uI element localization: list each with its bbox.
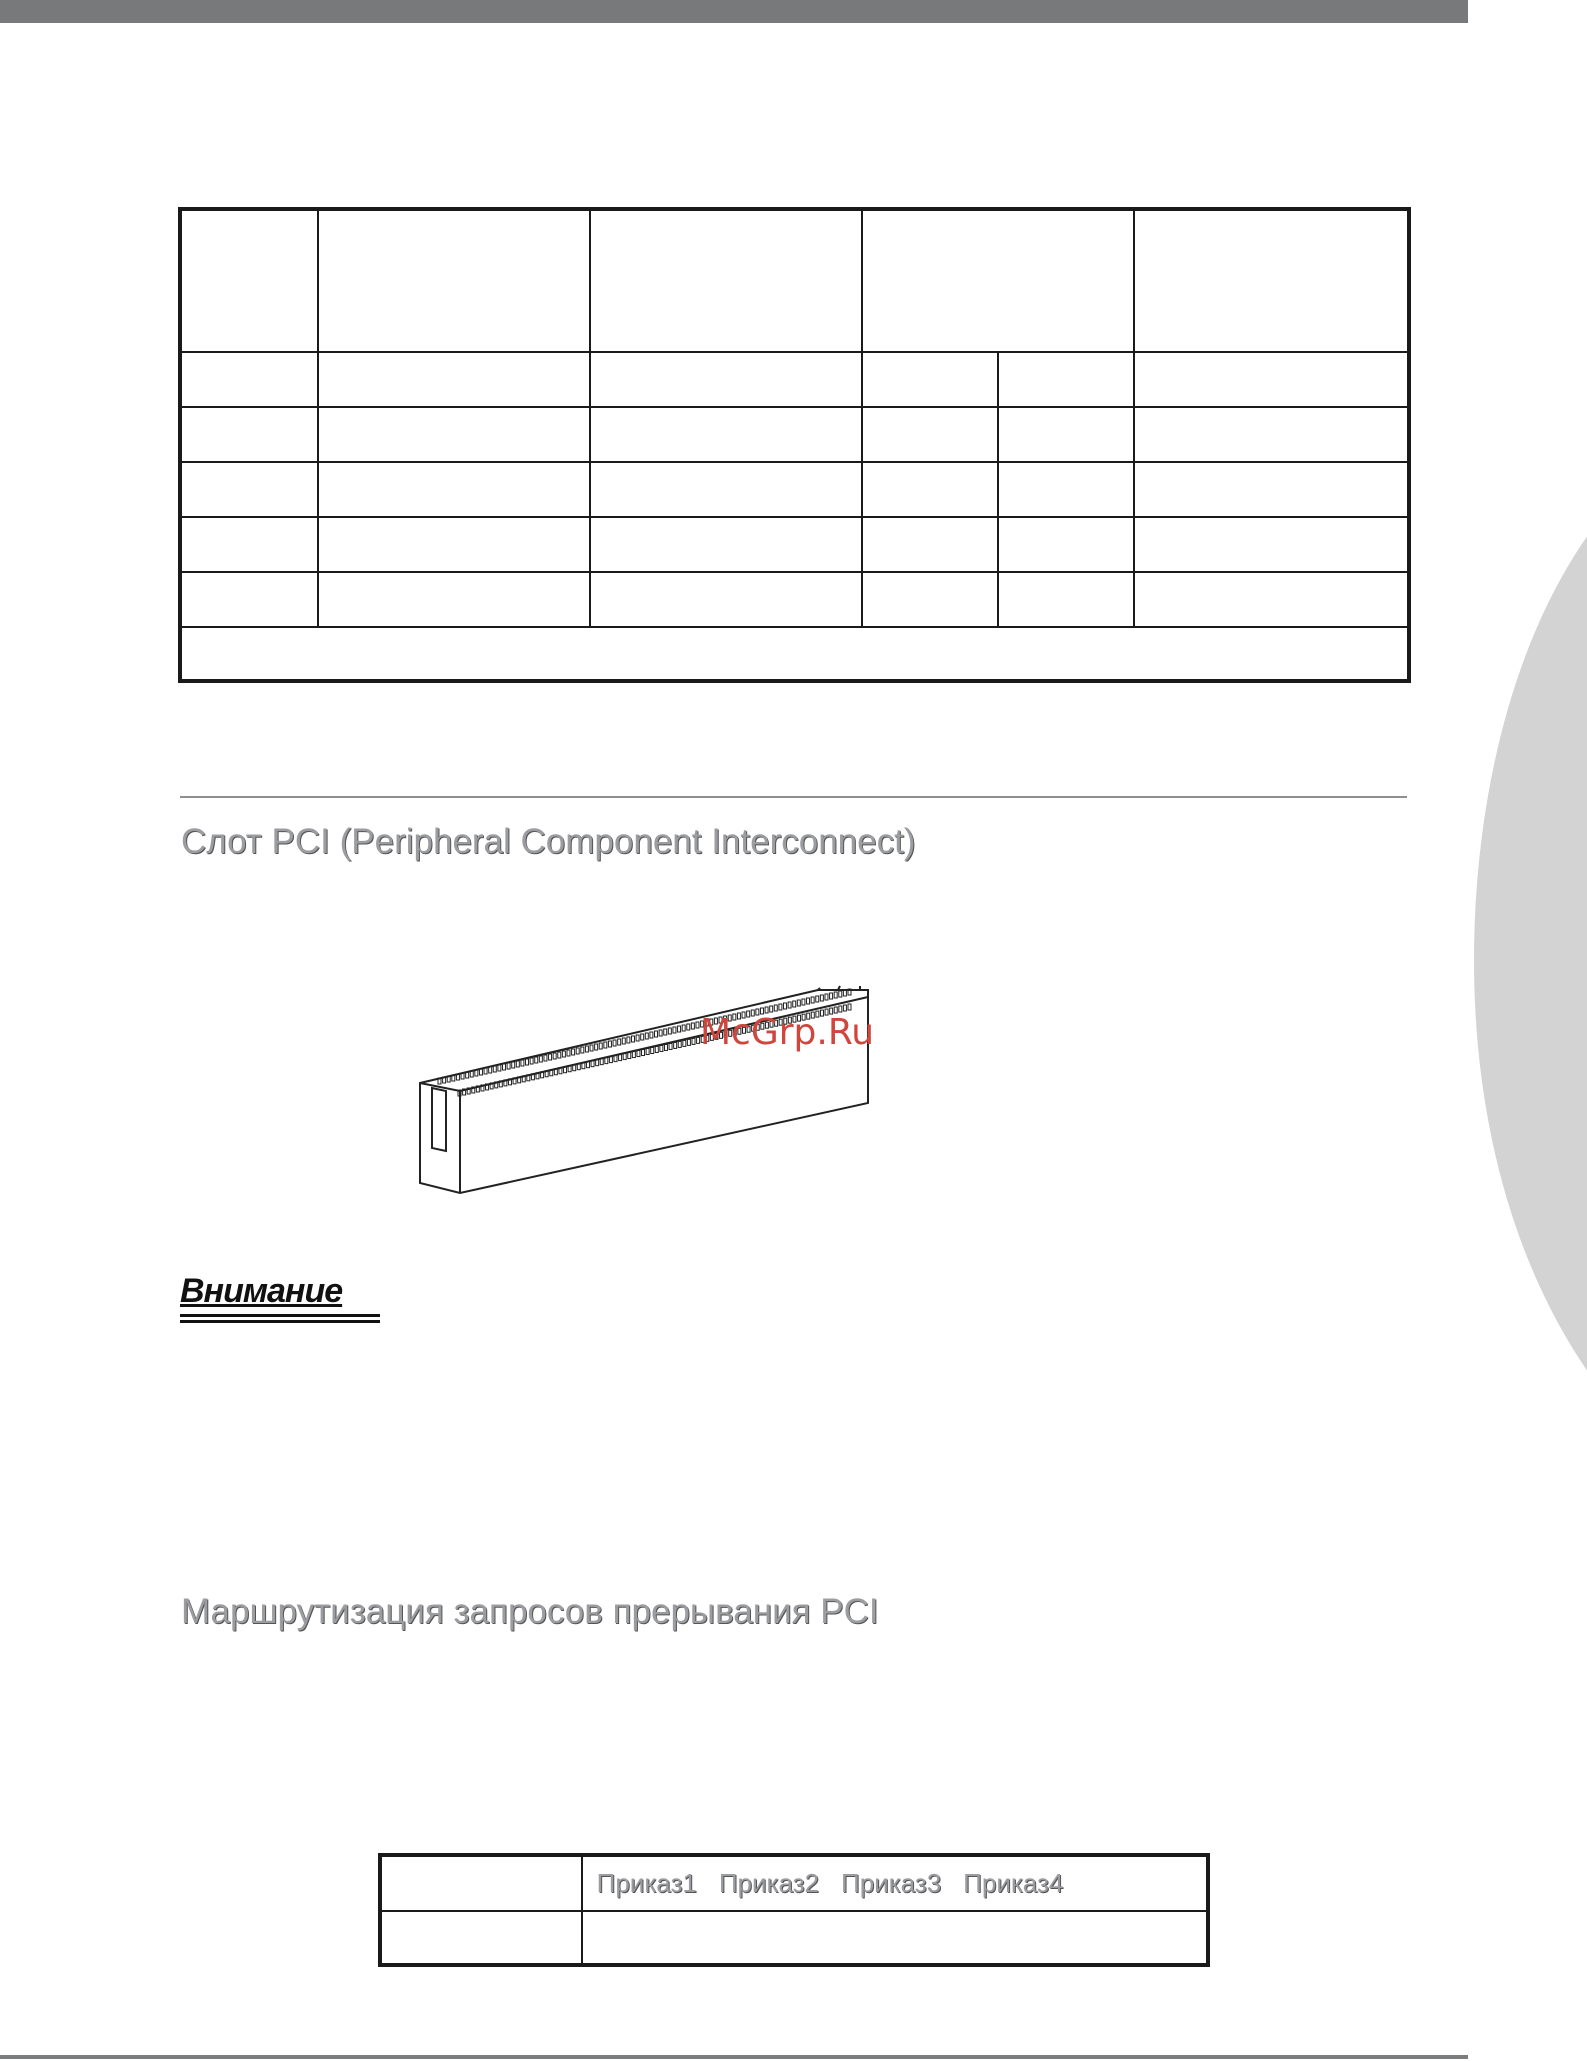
footer-line xyxy=(0,2055,1468,2059)
table-cell xyxy=(590,352,862,407)
table-cell xyxy=(862,517,998,572)
table-cell xyxy=(180,462,318,517)
table-row xyxy=(180,407,1409,462)
table-cell xyxy=(862,572,998,627)
order-label: Приказ2 xyxy=(718,1868,819,1898)
table-cell xyxy=(862,407,998,462)
table-cell xyxy=(998,407,1134,462)
watermark: McGrp.Ru xyxy=(700,1012,875,1053)
table-cell xyxy=(318,462,590,517)
irq-header-orders xyxy=(582,1855,1208,1911)
section-heading-pci-slot: Слот PCI (Peripheral Component Interconnect) xyxy=(181,822,916,861)
table-cell xyxy=(180,517,318,572)
table-cell xyxy=(1134,462,1409,517)
table-cell xyxy=(590,572,862,627)
attention-label: Внимание xyxy=(180,1272,343,1310)
order-label: Приказ3 xyxy=(841,1868,942,1898)
irq-row-right xyxy=(582,1911,1208,1965)
table-cell xyxy=(998,352,1134,407)
spec-header-cell xyxy=(862,209,1134,352)
order-labels xyxy=(583,1868,1206,1899)
table-cell xyxy=(1134,517,1409,572)
order-label: Приказ1 xyxy=(596,1868,697,1898)
table-cell xyxy=(318,517,590,572)
table-cell xyxy=(318,572,590,627)
table-cell xyxy=(180,407,318,462)
attention-underline xyxy=(180,1314,380,1323)
table-row xyxy=(180,572,1409,627)
spec-header-cell xyxy=(590,209,862,352)
table-cell xyxy=(998,517,1134,572)
table-cell xyxy=(318,407,590,462)
table-cell xyxy=(590,462,862,517)
table-cell xyxy=(180,572,318,627)
spec-table xyxy=(178,207,1411,683)
side-tab xyxy=(1474,480,1587,1430)
table-cell xyxy=(998,462,1134,517)
section-heading-irq-routing: Маршрутизация запросов прерывания PCI xyxy=(181,1592,879,1631)
table-cell xyxy=(590,517,862,572)
spec-header-cell xyxy=(318,209,590,352)
table-cell xyxy=(862,352,998,407)
table-row xyxy=(180,462,1409,517)
table-cell xyxy=(590,407,862,462)
section-divider xyxy=(180,796,1407,798)
header-bar xyxy=(0,0,1468,23)
irq-table-row xyxy=(380,1911,1208,1965)
table-cell xyxy=(318,352,590,407)
table-cell xyxy=(862,462,998,517)
table-cell xyxy=(998,572,1134,627)
table-row xyxy=(180,517,1409,572)
table-cell xyxy=(1134,572,1409,627)
order-label: Приказ4 xyxy=(963,1868,1064,1898)
table-footnote xyxy=(180,627,1409,681)
table-cell xyxy=(1134,352,1409,407)
irq-header-left xyxy=(380,1855,582,1911)
irq-row-left xyxy=(380,1911,582,1965)
spec-header-cell xyxy=(1134,209,1409,352)
table-row xyxy=(180,352,1409,407)
table-footnote-row xyxy=(180,627,1409,681)
table-cell xyxy=(180,352,318,407)
spec-table-header-row xyxy=(180,209,1409,352)
table-cell xyxy=(1134,407,1409,462)
irq-routing-table xyxy=(378,1853,1210,1967)
attention-note xyxy=(180,1272,380,1323)
spec-header-cell xyxy=(180,209,318,352)
irq-table-header-row xyxy=(380,1855,1208,1911)
